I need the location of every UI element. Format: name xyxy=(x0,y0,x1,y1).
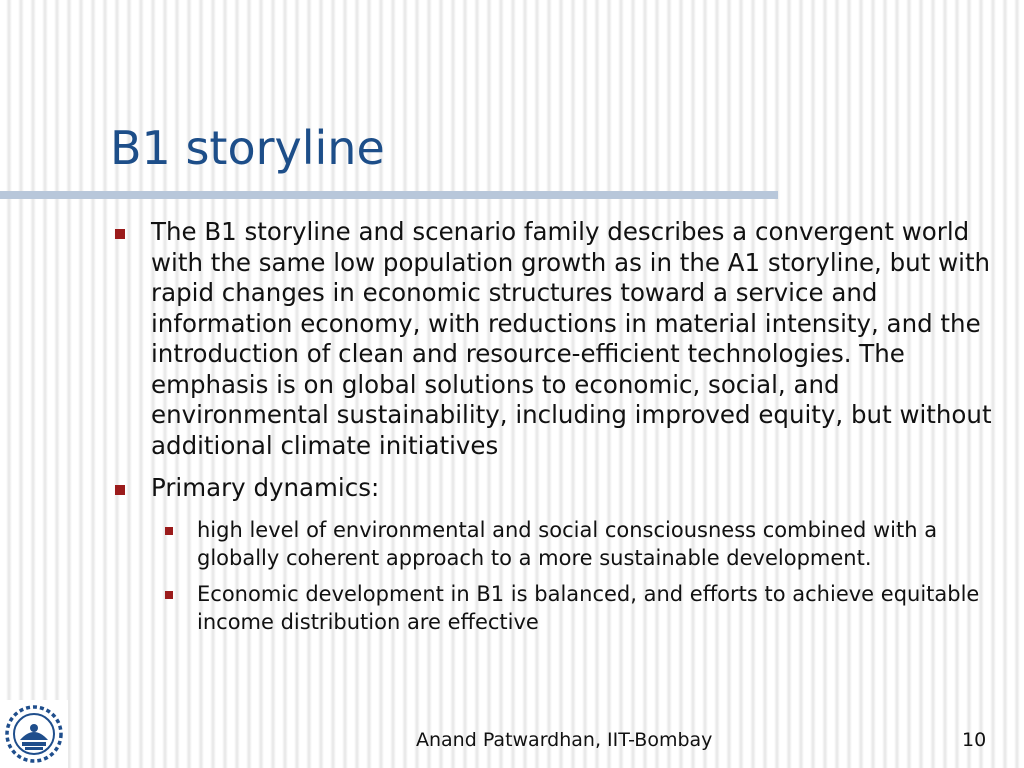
sub-bullet-text: Economic development in B1 is balanced, and efforts to achieve equitable income distribution are effective xyxy=(197,581,980,634)
sub-bullet-item xyxy=(162,516,1012,572)
square-bullet-icon xyxy=(165,591,173,599)
title-divider xyxy=(0,191,778,199)
bullet-item xyxy=(112,217,1012,461)
slide-content xyxy=(112,217,1012,644)
square-bullet-icon xyxy=(165,527,173,535)
footer-author: Anand Patwardhan, IIT-Bombay xyxy=(416,729,713,751)
sub-bullet-item xyxy=(162,580,1012,636)
square-bullet-icon xyxy=(115,229,125,239)
sub-bullet-list xyxy=(162,516,1012,636)
iit-bombay-logo-icon xyxy=(0,700,68,768)
slide-title: B1 storyline xyxy=(110,121,385,175)
sub-bullet-text: high level of environmental and social consciousness combined with a globally coherent approach to a more sustainable development. xyxy=(197,517,938,570)
page-number: 10 xyxy=(962,729,987,751)
bullet-text: Primary dynamics: xyxy=(151,473,380,502)
square-bullet-icon xyxy=(115,485,125,495)
bullet-text: The B1 storyline and scenario family describes a convergent world with the same low population growth as in the A1 storyline, but with rapid changes in economic structures toward a service and information economy, with reductions in material intensity, and the introduction of clean and resource-efficient technologies. The emphasis is on global solutions to economic, social, and environmental sustainability, including improved equity, but without additional climate initiatives xyxy=(151,217,992,460)
bullet-item xyxy=(112,473,1012,504)
